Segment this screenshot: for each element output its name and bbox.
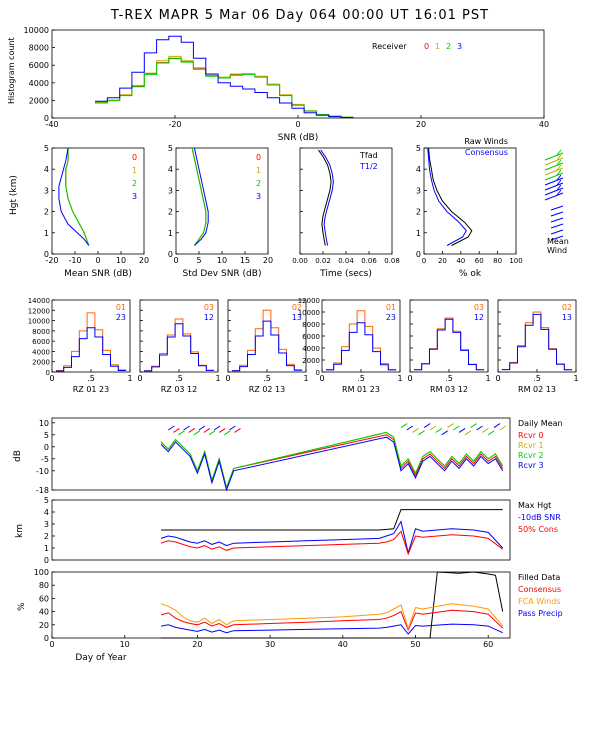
y-tick-label: 12000 [297,297,320,305]
y-tick-label: 10000 [27,317,50,326]
y-tick-label: 2 [415,207,421,217]
y-tick-label: 0 [43,250,49,259]
std-dev-snr-profile-xlabel: Std Dev SNR (dB) [182,269,262,279]
rm-03-12-xlabel: RM 03 12 [430,385,468,394]
wind-barb [482,428,488,432]
wind-barb [173,428,179,432]
km-ylabel: km [15,524,25,538]
y-tick-label: 20 [38,620,49,630]
mean-snr-legend-1: 1 [132,166,138,175]
histogram-series-0 [95,58,353,117]
x-tick-label: 0.00 [292,257,308,265]
hgt-ylabel: Hgt (km) [9,175,19,215]
legend-rcvr-2: Rcvr 2 [518,451,544,460]
y-tick-label: 4 [415,165,421,175]
rm-03-12-series-12 [414,319,484,370]
wind-barb [179,431,185,435]
y-tick-label: 5 [167,144,173,153]
y-tick-label: 5 [43,144,49,153]
y-tick-label: 10000 [297,309,320,317]
mean-snr-legend-3: 3 [132,192,138,201]
x-tick-label: 0 [225,374,231,383]
y-tick-label: 2 [43,207,49,217]
wind-barb [189,428,195,432]
std-dev-legend-3: 3 [256,192,262,201]
pct-ok-series-Consensus [428,148,467,246]
wind-barb [453,426,459,430]
y-tick-label: 0 [43,114,49,123]
y-tick-label: 8000 [32,327,50,336]
x-tick-label: 1 [397,374,403,383]
wind-barb [551,224,563,228]
wind-barb [436,428,442,432]
x-tick-label: 5 [196,256,202,265]
x-tick-label: -20 [45,256,59,265]
y-tick-label: 5 [415,144,421,153]
legend-50-cons: 50% Cons [518,525,559,534]
std-dev-snr-profile-series-3 [194,148,208,246]
rz-03-12-series-12 [144,324,214,371]
y-tick-label: 2 [167,207,173,217]
consensus-legend: Consensus [464,148,508,157]
x-tick-label: 0 [407,374,413,383]
rm-03-12-series-03 [414,318,484,370]
x-tick-label: 20 [138,256,150,265]
x-tick-label: .5 [87,374,95,383]
rm-03-12-legend-0: 03 [473,303,484,312]
mean-snr-profile-xlabel: Mean SNR (dB) [64,269,132,279]
rm-03-12-legend-1: 12 [473,313,484,322]
y-tick-label: 4000 [302,345,320,353]
y-tick-label: 1 [167,228,173,238]
y-tick-label: -5 [41,454,49,464]
rm-02-13-legend-0: 02 [561,303,572,312]
mean-snr-profile-series-3 [59,148,89,246]
wind-barb [465,431,471,435]
x-tick-label: 20 [262,256,274,265]
x-tick-label: 1 [215,374,221,383]
x-tick-label: .5 [263,374,271,383]
wind-barb [168,426,174,430]
wind-barb [500,426,506,430]
rz-02-13-legend-1: 13 [291,313,302,322]
y-tick-label: 8000 [302,321,320,329]
x-tick-label: 15 [239,256,251,265]
legend-consensus: Consensus [518,585,562,594]
wind-barb [477,426,483,430]
height-50--Cons [161,531,503,554]
y-tick-label: 3 [167,186,173,196]
x-tick-label: 40 [337,640,348,649]
y-tick-label: 4000 [28,78,49,88]
wind-barb [459,428,465,432]
rz-03-12-series-03 [144,319,214,371]
wind-barb [199,426,205,430]
x-tick-label: .5 [357,374,365,383]
x-tick-label: 0 [495,374,501,383]
mean-snr-profile-series-2 [66,148,89,246]
wind-barb [551,218,563,222]
rz-01-23-xlabel: RZ 01 23 [72,385,110,394]
rm-01-23-legend-0: 01 [385,303,396,312]
y-tick-label: 2000 [32,358,50,367]
y-tick-label: 10 [38,418,49,428]
y-tick-label: 40 [38,607,49,617]
y-tick-label: 1 [415,228,421,238]
x-tick-label: 0.04 [338,257,354,265]
std-dev-snr-profile-series-2 [192,148,206,246]
mean-wind-label-1: Mean [547,237,569,246]
y-tick-label: 1 [43,228,49,238]
tfad-frame [300,148,392,254]
wind-barb [184,426,190,430]
y-tick-label: 4000 [32,348,50,357]
std-dev-legend-1: 1 [256,166,262,175]
rz-03-12-legend-1: 12 [203,313,214,322]
x-tick-label: 10 [216,256,228,265]
x-tick-label: 60 [474,257,484,265]
std-dev-legend-2: 2 [256,179,262,188]
x-tick-label: 0 [49,640,55,649]
y-tick-label: 6000 [32,338,50,347]
mean-wind-label-2: Wind [547,246,568,255]
histogram-series-2 [95,59,353,118]
wind-barb [413,428,419,432]
rm-01-23-xlabel: RM 01 23 [342,385,380,394]
y-tick-label: 60 [38,594,49,604]
x-tick-label: .5 [533,374,541,383]
rm-01-23-legend-1: 23 [385,313,396,322]
y-tick-label: 0 [315,369,320,377]
x-tick-label: 40 [456,257,466,265]
y-tick-label: 3 [43,520,49,529]
y-tick-label: 6000 [302,333,320,341]
y-tick-label: 0 [43,634,49,643]
y-tick-label: -18 [35,486,49,495]
wind-barb [407,426,413,430]
pct-ylabel: % [17,602,27,611]
legend-max-hgt: Max Hgt [518,501,552,510]
wind-barb [471,424,477,428]
receiver-legend-2: 2 [446,42,452,51]
x-tick-label: 0 [137,374,143,383]
rz-02-13-series-13 [232,321,302,371]
y-tick-label: 3 [43,186,49,196]
x-tick-label: -10 [68,256,82,265]
y-tick-label: -10 [35,466,49,476]
legend-10db-snr: -10dB SNR [518,513,561,522]
legend-rcvr-3: Rcvr 3 [518,461,544,470]
x-tick-label: 0 [295,120,301,129]
legend-rcvr-1: Rcvr 1 [518,441,544,450]
legend-fca-winds: FCA Winds [518,597,561,606]
percent-fca-winds [161,604,503,629]
histogram-xlabel: SNR (dB) [277,133,319,143]
x-tick-label: 0 [319,374,325,383]
y-tick-label: 0 [167,250,173,259]
db-ylabel: dB [13,450,23,462]
height--10dB-SNR [161,522,503,553]
x-tick-label: 1 [573,374,579,383]
x-tick-label: 20 [437,257,447,265]
rz-03-12-xlabel: RZ 03 12 [160,385,198,394]
x-tick-label: 1 [127,374,133,383]
rz-02-13-legend-0: 02 [291,303,302,312]
x-tick-label: 0.02 [315,257,331,265]
wind-barb [430,426,436,430]
wind-barb [448,424,454,428]
y-tick-label: 4 [43,165,49,175]
x-tick-label: 60 [483,640,494,649]
receiver-legend-0: 0 [424,42,430,51]
y-tick-label: 6000 [28,61,49,71]
tfad-legend: Tfad [360,151,378,160]
t-half-legend: T1/2 [360,162,378,171]
x-tick-label: 0 [173,256,179,265]
legend-filled-data: Filled Data [518,573,561,582]
x-tick-label: 1 [303,374,309,383]
rz-03-12-legend-0: 03 [203,303,214,312]
wind-barb [194,431,200,435]
wind-barb [494,424,500,428]
wind-barb [488,431,494,435]
x-tick-label: .5 [445,374,453,383]
pct-ok-xlabel: % ok [458,269,482,279]
wind-barb [214,426,220,430]
mean-snr-legend-2: 2 [132,179,138,188]
y-tick-label: 14000 [27,297,50,305]
x-tick-label: -20 [168,120,182,129]
mean-snr-profile-series-0 [66,148,89,246]
percent-filled-data [161,572,503,638]
x-tick-label: 20 [415,120,427,129]
x-tick-label: 0.06 [361,257,377,265]
wind-barb [418,431,424,435]
x-tick-label: 30 [265,640,276,649]
rz-01-23-legend-1: 23 [115,313,126,322]
pct-ok-series-RawWinds [429,148,472,246]
mean-snr-profile-series-1 [66,148,89,246]
rm-02-13-legend-1: 13 [561,313,572,322]
receiver-legend-label: Receiver [372,42,407,51]
wind-barb [551,206,563,210]
wind-barb [229,426,235,430]
x-tick-label: 10 [119,640,130,649]
y-tick-label: 2000 [302,357,320,365]
x-tick-label: 40 [538,120,550,129]
y-tick-label: 0 [45,369,50,377]
wind-barb [401,424,407,428]
x-tick-label: 10 [115,256,127,265]
x-tick-label: 0 [49,374,55,383]
y-tick-label: 2 [43,532,49,541]
wind-barb [204,428,210,432]
x-tick-label: 1 [485,374,491,383]
x-tick-label: 50 [410,640,421,649]
legend-rcvr-0: Rcvr 0 [518,431,544,440]
rm-02-13-xlabel: RM 02 13 [518,385,556,394]
x-tick-label: 80 [493,257,503,265]
rz-01-23-legend-0: 01 [115,303,126,312]
wind-barb [235,428,241,432]
pct-ok-frame [424,148,516,254]
wind-barb [424,424,430,428]
wind-barb [442,431,448,435]
mean-snr-legend-0: 0 [132,153,138,162]
page-title: T-REX MAPR 5 Mar 06 Day 064 00:00 UT 16:01 PST [110,8,490,23]
receiver-legend-1: 1 [435,42,441,51]
x-tick-label: 20 [192,640,203,649]
wind-barb [551,212,563,216]
x-tick-label: 100 [509,257,523,265]
x-tick-label: -40 [45,120,59,129]
y-tick-label: 12000 [27,307,50,316]
tfad-xlabel: Time (secs) [320,269,372,279]
wind-barb [219,428,225,432]
x-tick-label: .5 [175,374,183,383]
y-tick-label: 0 [43,556,49,565]
rm-02-13-series-13 [502,314,572,369]
legend-pass-precip: Pass Precip [518,609,563,618]
percent-consensus [161,610,503,630]
daily-mean-legend-title: Daily Mean [518,419,563,428]
y-tick-label: 2000 [28,96,49,106]
y-tick-label: 4 [43,508,49,517]
y-tick-label: 4 [167,165,173,175]
x-tick-label: 0 [421,257,427,265]
mean-snr-profile-frame [52,148,144,254]
y-tick-label: 5 [43,496,49,505]
raw-winds-legend: Raw Winds [464,137,508,146]
histogram-ylabel: Histogram count [7,37,16,104]
y-tick-label: 3 [415,186,421,196]
y-tick-label: 80 [38,581,49,591]
y-tick-label: 0 [43,442,49,452]
y-tick-label: 100 [33,568,49,577]
x-tick-label: 0.08 [384,257,400,265]
rz-02-13-xlabel: RZ 02 13 [248,385,286,394]
wind-barb [224,431,230,435]
wind-barb [209,431,215,435]
std-dev-legend-0: 0 [256,153,262,162]
percent-frame [52,572,510,638]
wind-barb [551,230,563,234]
receiver-legend-3: 3 [457,42,463,51]
x-tick-label: 0 [95,256,101,265]
height-Max-Hgt [161,510,503,530]
y-tick-label: 10000 [23,26,49,35]
y-tick-label: 1 [43,544,49,553]
y-tick-label: 0 [415,250,421,259]
day-of-year-xlabel: Day of Year [75,653,127,663]
y-tick-label: 8000 [28,43,49,53]
std-dev-snr-profile-frame [176,148,268,254]
y-tick-label: 5 [43,430,49,440]
